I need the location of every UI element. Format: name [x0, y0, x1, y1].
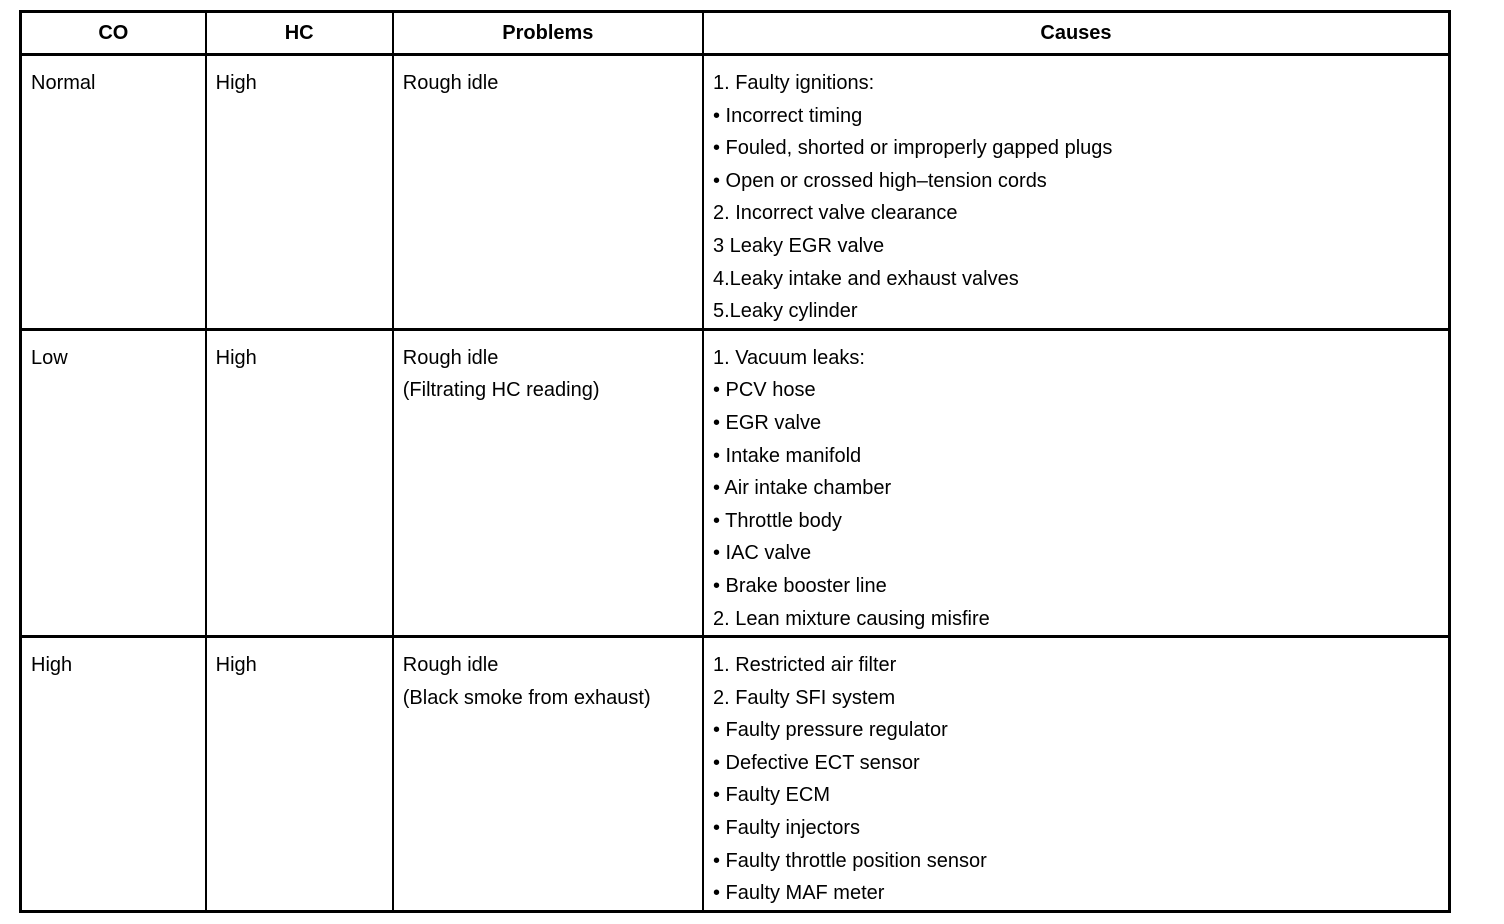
problems-text [394, 56, 702, 100]
cause-item: 2. Incorrect valve clearance [712, 202, 958, 225]
cause-item: 3 Leaky EGR valve [712, 234, 885, 257]
cause-item: 1. Vacuum leaks: [712, 346, 865, 369]
cause-item: 1. Faulty ignitions: [712, 72, 875, 94]
cause-item: 2. Lean mixture causing misfire [712, 607, 990, 630]
hc-cell [206, 329, 393, 636]
cause-item: • Air intake chamber [712, 477, 892, 500]
hc-value: High [215, 654, 257, 677]
diagnosis-table [19, 10, 1451, 913]
problem-line: Rough idle [402, 346, 499, 369]
cause-item: • Defective ECT sensor [712, 751, 920, 774]
co-value: Normal [31, 72, 96, 94]
header-row [21, 12, 1450, 55]
causes-cell [703, 329, 1450, 636]
hc-value: High [215, 346, 257, 369]
problems-text [394, 638, 702, 714]
hc-cell [206, 55, 393, 330]
hc-value: High [215, 72, 257, 94]
cause-item: • Brake booster line [712, 574, 887, 597]
header-problems: Problems [393, 12, 703, 55]
cause-item: • Faulty ECM [712, 784, 830, 807]
causes-cell [703, 637, 1450, 912]
co-cell [21, 55, 206, 330]
cause-item: • Faulty pressure regulator [712, 719, 948, 742]
cause-item: • Faulty injectors [712, 817, 861, 840]
causes-list [704, 331, 1448, 635]
problem-line: (Filtrating HC reading) [402, 379, 600, 402]
cause-item: 4.Leaky intake and exhaust valves [712, 267, 1019, 290]
problem-line: (Black smoke from exhaust) [402, 686, 651, 709]
problems-cell [393, 329, 703, 636]
cause-item: • PCV hose [712, 379, 816, 402]
cause-item: 5.Leaky cylinder [712, 300, 858, 323]
problems-text [394, 331, 702, 407]
co-cell [21, 329, 206, 636]
cause-item: 1. Restricted air filter [712, 654, 897, 677]
header-causes: Causes [703, 12, 1450, 55]
table-row [21, 637, 1450, 912]
co-value: Low [31, 346, 68, 369]
causes-cell [703, 55, 1450, 330]
problems-cell [393, 637, 703, 912]
header-hc: HC [206, 12, 393, 55]
cause-item: 2. Faulty SFI system [712, 686, 896, 709]
co-value: High [31, 654, 73, 677]
problems-cell [393, 55, 703, 330]
header-co: CO [21, 12, 206, 55]
causes-list [704, 638, 1448, 910]
causes-list [704, 56, 1448, 328]
cause-item: • IAC valve [712, 542, 812, 565]
cause-item: • Intake manifold [712, 444, 862, 467]
cause-item: • Incorrect timing [712, 104, 863, 127]
problem-line: Rough idle [402, 72, 499, 94]
cause-item: • Fouled, shorted or improperly gapped plugs [712, 137, 1113, 160]
problem-line: Rough idle [402, 654, 499, 677]
cause-item: • Faulty MAF meter [712, 882, 885, 905]
table-row [21, 55, 1450, 330]
cause-item: • Throttle body [712, 509, 842, 532]
cause-item: • EGR valve [712, 411, 822, 434]
cause-item: • Faulty throttle position sensor [712, 849, 987, 872]
cause-item: • Open or crossed high–tension cords [712, 169, 1047, 192]
co-cell [21, 637, 206, 912]
hc-cell [206, 637, 393, 912]
table-row [21, 329, 1450, 636]
